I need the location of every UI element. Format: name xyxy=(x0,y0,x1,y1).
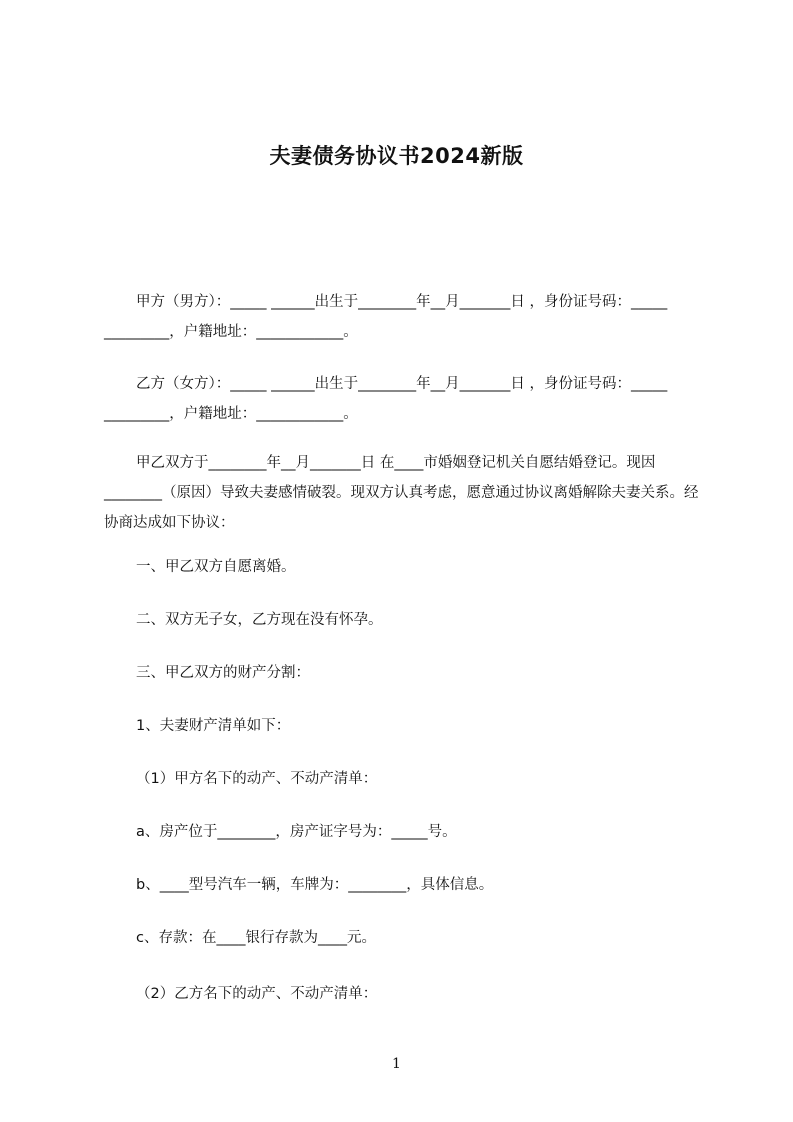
paragraph-marriage-info: 甲乙双方于________年__月_______日 在____市婚姻登记机关自愿结婚登记。现因________（原因）导致夫妻感情破裂。现双方认真考虑，愿意通过协议离婚解除夫妻关系。经协商达成如下协议： xyxy=(104,455,699,531)
document-title: 夫妻债务协议书2024新版 xyxy=(269,144,524,168)
paragraph-party-b: 乙方（女方）：_____ ______出生于________年__月_______日 ，身份证号码：_____ _________，户籍地址：____________。 xyxy=(104,376,668,422)
paragraph-party-a: 甲方（男方）：_____ ______出生于________年__月_______日 ，身份证号码：_____ _________，户籍地址：____________。 xyxy=(104,294,668,340)
item-a-house: a、房产位于________，房产证字号为：_____号。 xyxy=(136,824,457,840)
clause-3-1-a: （1）甲方名下的动产、不动产清单： xyxy=(136,771,378,787)
clause-3-1: 1、夫妻财产清单如下： xyxy=(136,718,291,734)
item-b-car: b、____型号汽车一辆，车牌为：________，具体信息。 xyxy=(136,877,494,893)
clause-3-1-b: （2）乙方名下的动产、不动产清单： xyxy=(136,986,378,1002)
page-number: 1 xyxy=(392,1056,401,1072)
clause-2: 二、双方无子女，乙方现在没有怀孕。 xyxy=(136,612,383,628)
clause-1: 一、甲乙双方自愿离婚。 xyxy=(136,559,296,575)
clause-3: 三、甲乙双方的财产分割： xyxy=(136,665,310,681)
item-c-deposit: c、存款：在____银行存款为____元。 xyxy=(136,930,376,946)
